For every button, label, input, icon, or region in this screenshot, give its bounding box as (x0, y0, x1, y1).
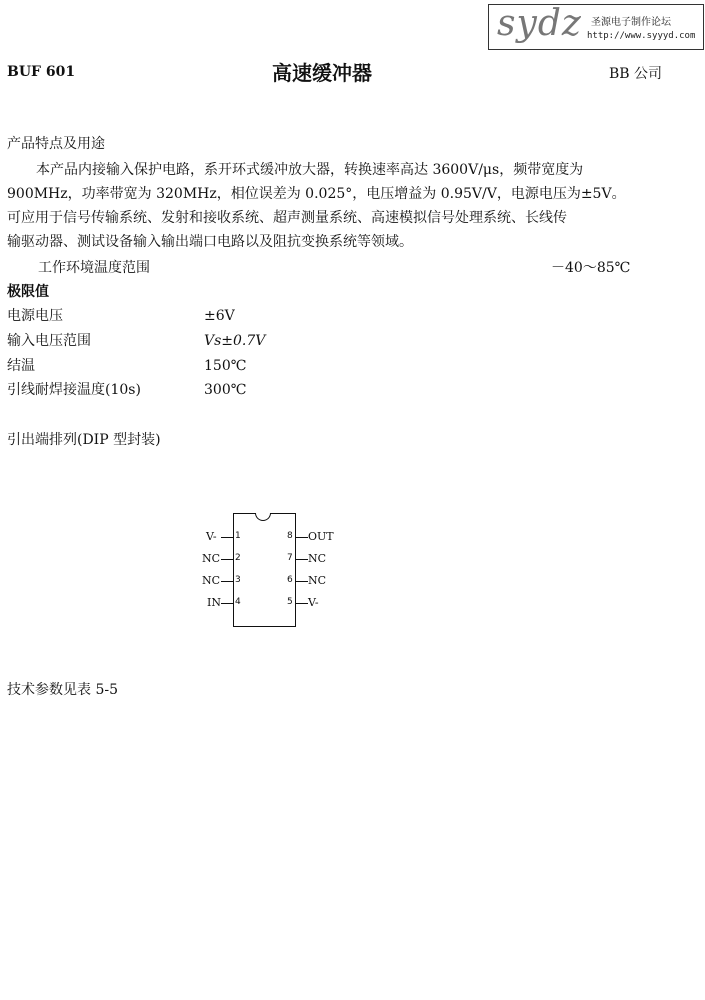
limit-label: 输入电压范围 (7, 333, 91, 349)
pin-lead (296, 603, 308, 604)
pin-lead (296, 581, 308, 582)
page-title: 高速缓冲器 (272, 61, 372, 85)
pin-label: IN (207, 596, 221, 609)
watermark-url: http://www.syyyd.com (587, 31, 696, 41)
features-line-2: 900MHz，功率带宽为 320MHz，相位误差为 0.025°，电压增益为 0.95V/V，电源电压为±5V。 (7, 186, 626, 202)
limit-label: 电源电压 (7, 308, 63, 324)
pin-lead (221, 537, 233, 538)
pin-label: V- (308, 596, 319, 609)
watermark-forum: 圣源电子制作论坛 (591, 17, 671, 28)
pin-lead (221, 603, 233, 604)
temp-range-value: －40～85℃ (551, 260, 631, 276)
pin-number: 1 (235, 531, 241, 541)
model-number: BUF 601 (7, 64, 76, 80)
features-line-3: 可应用于信号传输系统、发射和接收系统、超声测量系统、高速模拟信号处理系统、长线传 (7, 210, 567, 226)
package-notch (255, 513, 271, 521)
pin-label: NC (202, 574, 221, 587)
limit-label: 引线耐焊接温度(10s) (7, 382, 141, 398)
pin-number: 2 (235, 553, 241, 563)
pin-number: 4 (235, 597, 241, 607)
limit-value: ±6V (204, 308, 235, 324)
features-line-1: 本产品内接输入保护电路，系开环式缓冲放大器，转换速率高达 3600V/μs，频带宽度为 (36, 162, 584, 178)
pin-number: 6 (287, 575, 293, 585)
pin-number: 8 (287, 531, 293, 541)
limit-label: 结温 (7, 358, 35, 374)
limit-value: 150℃ (204, 358, 247, 374)
pin-label: NC (308, 574, 327, 587)
pin-label: V- (206, 530, 217, 543)
limit-value: Vs±0.7V (204, 333, 266, 349)
watermark-box (488, 4, 704, 50)
pin-label: NC (202, 552, 221, 565)
watermark-logo: sydz (497, 3, 582, 44)
manufacturer: BB 公司 (609, 66, 663, 82)
pin-label: OUT (308, 530, 334, 543)
features-heading: 产品特点及用途 (7, 136, 105, 152)
tech-params-note: 技术参数见表 5-5 (7, 682, 118, 698)
pin-lead (221, 581, 233, 582)
temp-range-label: 工作环境温度范围 (38, 260, 150, 276)
pin-number: 7 (287, 553, 293, 563)
pin-lead (296, 537, 308, 538)
pin-lead (221, 559, 233, 560)
limits-heading: 极限值 (7, 284, 49, 300)
features-line-4: 输驱动器、测试设备输入输出端口电路以及阻抗变换系统等领域。 (7, 234, 413, 250)
pin-label: NC (308, 552, 327, 565)
pin-lead (296, 559, 308, 560)
pin-number: 3 (235, 575, 241, 585)
pinout-heading: 引出端排列(DIP 型封装) (7, 432, 161, 448)
pin-number: 5 (287, 597, 293, 607)
limit-value: 300℃ (204, 382, 247, 398)
